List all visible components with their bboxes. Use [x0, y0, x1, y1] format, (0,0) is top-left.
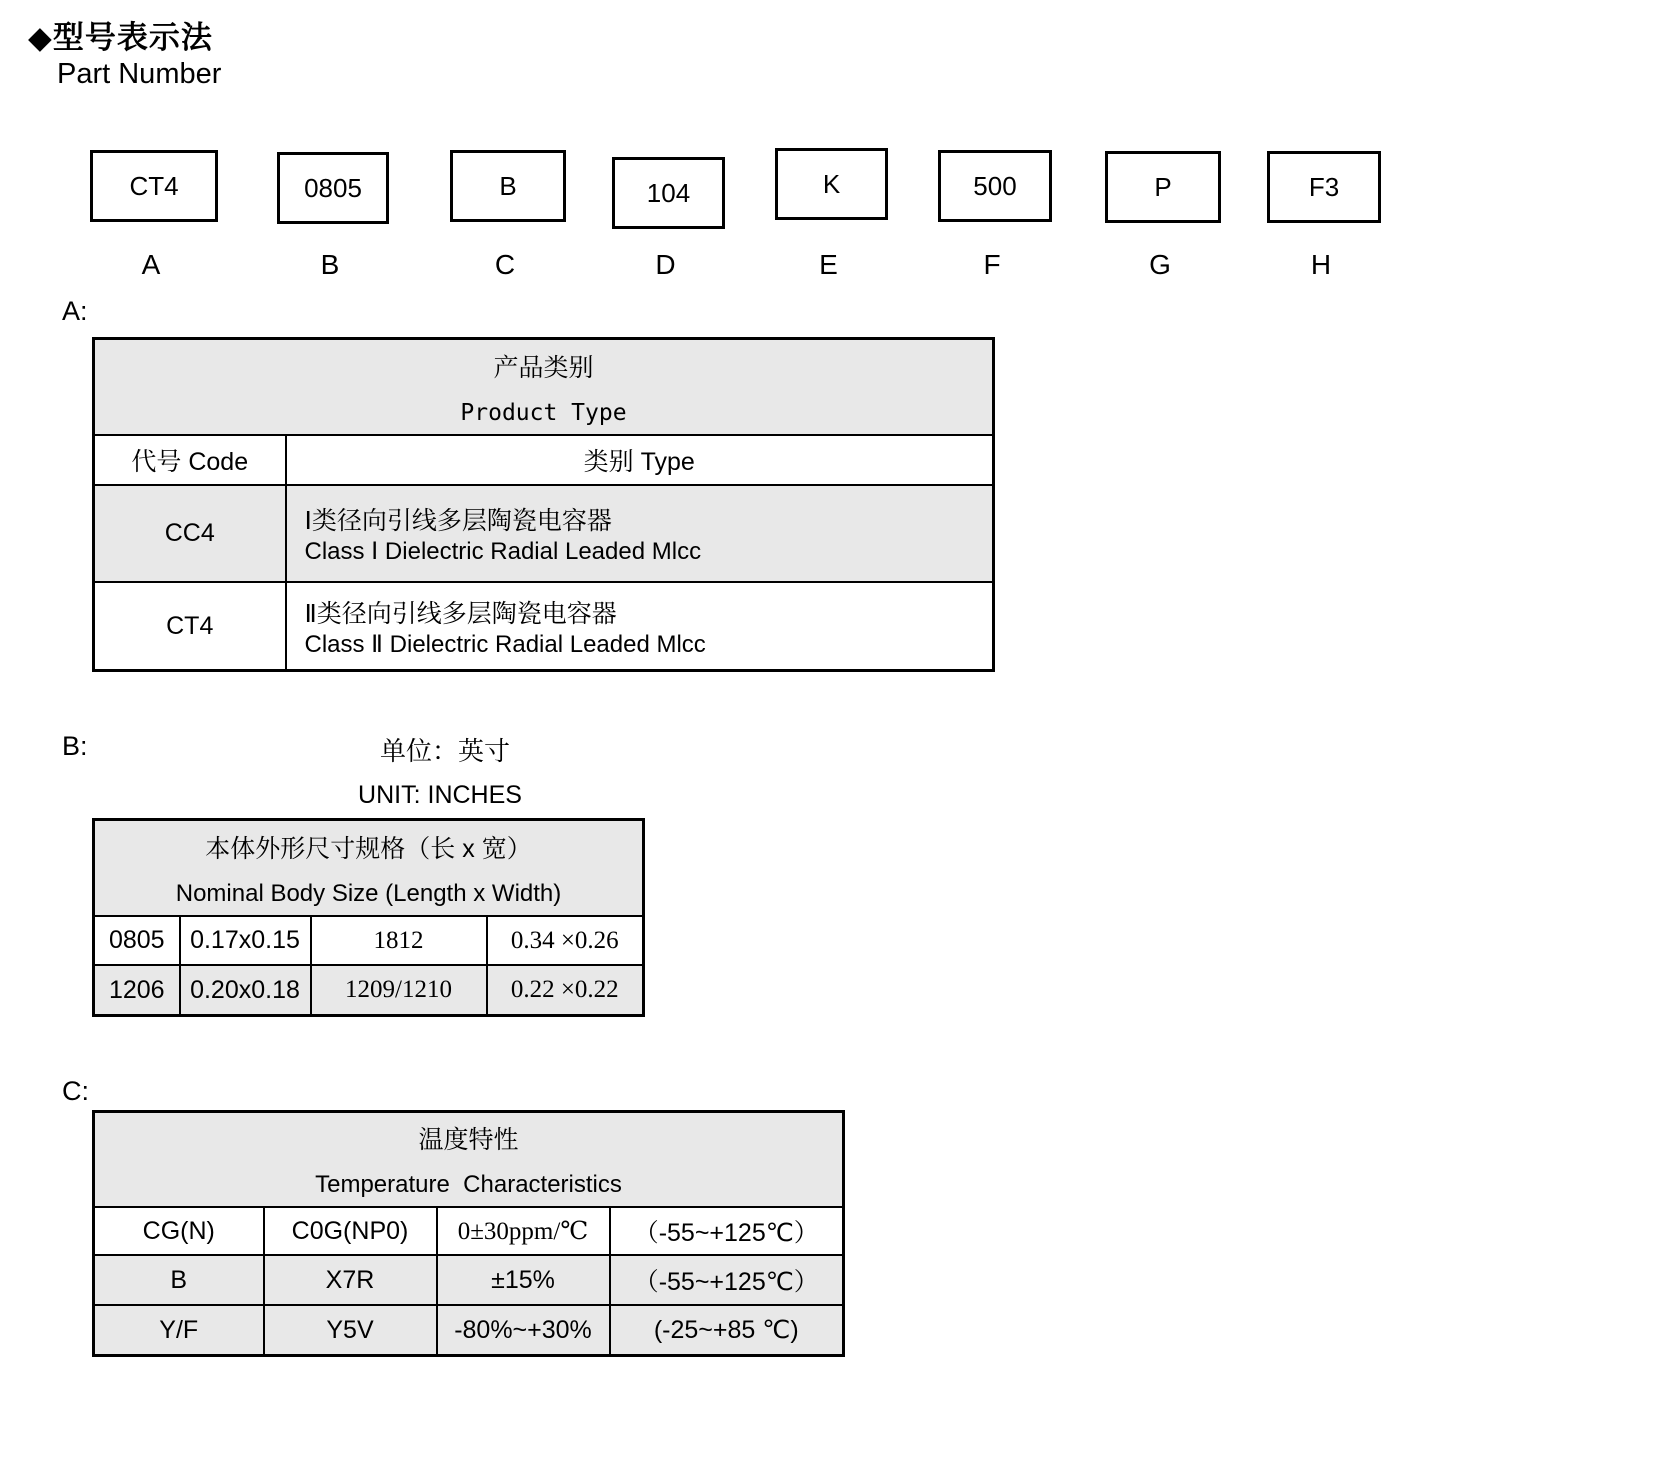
part-code-a: CT4 [129, 170, 179, 201]
body-size-title-en: Nominal Body Size (Length x Width) [175, 879, 562, 907]
temp-char-cell: B [94, 1255, 264, 1305]
section-c-label: C: [62, 1076, 89, 1106]
temp-char-title-zh: 温度特性 [418, 1126, 519, 1155]
part-code-box-b [277, 152, 389, 224]
part-code-box-g [1105, 151, 1221, 223]
temp-char-cell: ±15% [437, 1255, 610, 1305]
body-size-title-zh: 本体外形尺寸规格（长 x 宽） [205, 834, 532, 863]
part-code-f: 500 [973, 170, 1017, 201]
temp-char-cell: 0±30ppm/℃ [437, 1207, 610, 1255]
position-letter-b: B [320, 249, 340, 280]
temp-char-cell: （-55~+125℃） [610, 1255, 844, 1305]
part-code-g: P [1154, 171, 1172, 202]
part-code-d: 104 [646, 177, 691, 208]
part-code-box-e [775, 148, 888, 220]
temp-char-cell: （-55~+125℃） [610, 1207, 844, 1255]
body-size-cell: 0.20x0.18 [180, 965, 311, 1016]
position-letter-h: H [1310, 249, 1332, 280]
type-cell-ct4 [286, 582, 994, 671]
temp-char-table-header [94, 1112, 844, 1208]
type-cell-cc4 [286, 485, 994, 582]
body-size-table [92, 818, 645, 1017]
part-code-box-c [450, 150, 566, 222]
position-letter-c: C [494, 249, 516, 280]
type-cc4-en: Class Ⅰ Dielectric Radial Leaded Mlcc [304, 538, 702, 565]
part-code-e: K [822, 168, 841, 199]
body-size-cell: 0.34 ×0.26 [487, 916, 644, 965]
part-code-b: 0805 [304, 172, 362, 203]
part-code-box-h [1267, 151, 1381, 223]
type-ct4-zh: Ⅱ类径向引线多层陶瓷电容器 [304, 599, 617, 628]
product-type-table [92, 337, 995, 672]
product-type-title-zh: 产品类别 [493, 354, 594, 382]
product-type-table-header [94, 339, 994, 436]
body-size-table-header [94, 820, 644, 917]
position-letter-d: D [655, 249, 676, 280]
part-code-c: B [499, 170, 517, 201]
body-size-cell: 1209/1210 [311, 965, 487, 1016]
body-size-cell: 0805 [94, 916, 180, 965]
unit-label-en: UNIT: INCHES [358, 781, 522, 809]
page-title-en: Part Number [57, 58, 222, 90]
type-cc4-zh: Ⅰ类径向引线多层陶瓷电容器 [304, 507, 612, 535]
body-size-cell: 0.22 ×0.22 [487, 965, 644, 1016]
part-code-box-d [612, 157, 725, 229]
part-code-box-a [90, 150, 218, 222]
position-letter-a: A [141, 249, 161, 280]
temp-char-cell: Y5V [264, 1305, 437, 1356]
part-code-h: F3 [1308, 171, 1340, 202]
section-a-label: A: [62, 296, 88, 326]
body-size-cell: 0.17x0.15 [180, 916, 311, 965]
temp-char-cell: C0G(NP0) [264, 1207, 437, 1255]
unit-label-zh: 单位：英寸 [379, 736, 510, 766]
temp-char-cell: X7R [264, 1255, 437, 1305]
code-cell-ct4: CT4 [94, 582, 286, 671]
body-size-cell: 1206 [94, 965, 180, 1016]
temp-char-cell: (-25~+85 ℃) [610, 1305, 844, 1356]
temp-char-title-en: Temperature Characteristics [315, 1170, 622, 1198]
page-title-zh: ◆型号表示法 [28, 20, 213, 55]
section-b-label: B: [62, 731, 88, 761]
temp-char-cell: CG(N) [94, 1207, 264, 1255]
position-letter-g: G [1149, 249, 1171, 280]
temp-char-cell: Y/F [94, 1305, 264, 1356]
position-letter-e: E [819, 249, 838, 280]
part-code-box-f [938, 150, 1052, 222]
position-letter-f: F [983, 249, 1001, 280]
code-cell-cc4: CC4 [94, 485, 286, 582]
col-header-code: 代号 Code [94, 435, 286, 485]
body-size-cell: 1812 [311, 916, 487, 965]
temp-char-table [92, 1110, 845, 1357]
temp-char-cell: -80%~+30% [437, 1305, 610, 1356]
type-ct4-en: Class Ⅱ Dielectric Radial Leaded Mlcc [304, 630, 706, 658]
col-header-type: 类别 Type [286, 435, 994, 485]
product-type-title-en: Product Type [460, 400, 627, 426]
